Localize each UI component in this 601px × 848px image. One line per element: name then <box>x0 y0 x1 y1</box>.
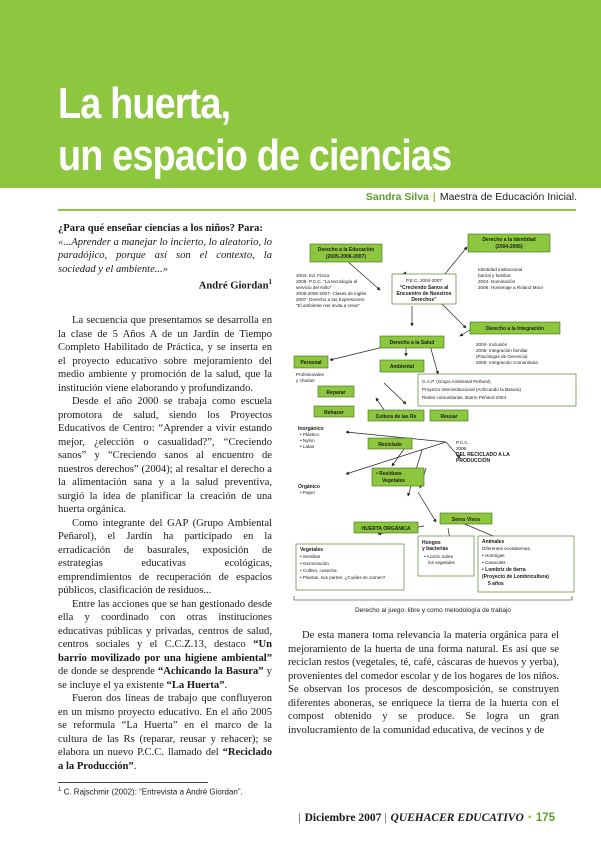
integ-list-2: 2005- Integración familiar <box>476 348 528 353</box>
box-reciclado-label: Reciclado <box>378 442 402 448</box>
p5-text: Fueron dos líneas de trabajo que confluyeron en un mismo proyecto educativo. En el año 2005 se reformula “La Huerta” en el marco de la cultura de las Rs (reparar, reusar y rehacer); se elabora un nuevo P.C.C. llamado del <box>58 693 272 759</box>
box-salud: Derecho a la Salud <box>389 340 435 346</box>
anim-1: Animales <box>482 539 505 545</box>
personal-list-1: Profesionales <box>296 372 324 377</box>
p5-text-2: . <box>133 760 137 772</box>
integ-list-3: (Psicólogas de Gerencia) <box>476 354 528 359</box>
box-residuos-l2: Vegetales <box>382 478 406 484</box>
footer-date: Diciembre 2007 <box>304 812 382 824</box>
article-body <box>58 314 272 773</box>
inorg-2: • Plástico <box>300 432 319 437</box>
p5-bold-reciclado: “Reciclado a la Producción” <box>58 747 272 772</box>
box-gap-l1: G.A.P. (Grupo Ambiental Peñarol) <box>422 379 491 384</box>
box-gap-l3: Redes comunitarias. Barrio Peñarol 2004 <box>422 395 507 400</box>
ident-list-3: 2004- Nominación <box>478 279 516 284</box>
org-1: Orgánico <box>298 484 320 490</box>
edu-list-3: servicio del Niño” <box>296 285 332 290</box>
box-hongos-l2: y bacterias <box>422 546 449 552</box>
box-seres-label: Seres Vivos <box>451 517 481 523</box>
personal-list-2: y charlas <box>296 378 315 383</box>
anim-7: 5 años <box>488 581 504 587</box>
paragraph-2: Desde el año 2000 se trabaja como escuela promotora de salud, siendo los Proyectos Educativos de Centro: “Aprender a vivir estando mejor, ¿elección o casualidad?”, “Creciendo sanos” y “Creciendo sanos al encuentro de nuestros derechos” (2004); al resaltar el derecho a la alimentación sana y a la salud preventiva, surgió la idea de planificar la creación de una huerta orgánica. <box>58 396 272 516</box>
box-integracion: Derecho a la Integración <box>485 326 545 332</box>
title-line-1: La huerta, <box>58 79 231 128</box>
anim-4: • Caracoles <box>482 560 506 565</box>
footer-bar-2: | <box>384 812 387 824</box>
box-pec-l4: Derechos” <box>411 297 437 303</box>
box-gap-l2: Proyecto Interinstitucional (Achicando la Basura) <box>422 387 522 392</box>
box-educacion-l1: Derecho a la Educación <box>317 247 375 253</box>
page-footer <box>298 812 555 824</box>
anim-3: • Hormigas <box>482 553 505 558</box>
footnote-mark: 1 <box>58 787 62 793</box>
p4-bold-huerta: “La Huerta” <box>166 679 225 691</box>
veg-5: • Plantas, sus partes. ¿Cuáles se comen? <box>300 575 386 580</box>
box-pec-l2: “Creciendo Sanos al <box>399 285 449 291</box>
box-huerta-label: HUERTA ORGÁNICA <box>361 526 411 532</box>
p4-text: Entre las acciones que se han gestionado desde ella y coordinado con otras instituciones educativas públicas y privadas, centros de salud, centros sociales y el C.C.Z.13, destaco <box>58 598 272 651</box>
box-educacion-l2: (2005-2006-2007) <box>325 254 367 260</box>
veg-1: Vegetales <box>300 547 324 553</box>
box-identidad-l1: Derecho a la Identidad <box>482 237 536 243</box>
title-line-2: un espacio de ciencias <box>58 131 452 180</box>
box-reparar-label: Reparar <box>326 390 346 396</box>
edu-list-2: 2005- P.C.C. “La tecnología al <box>296 279 358 284</box>
paragraph-4 <box>58 598 272 693</box>
intro-question: ¿Para qué enseñar ciencias a los niños? Para: <box>58 223 263 234</box>
integ-list-1: 2004- Inclusión <box>476 342 508 347</box>
left-column <box>58 222 272 773</box>
quote-author-name: André Giordan <box>198 280 269 292</box>
footer-magazine: QUEHACER EDUCATIVO <box>390 812 524 824</box>
pcc-1: P.C.C. <box>456 440 469 445</box>
inorg-1: Inorgánico <box>298 426 324 432</box>
pcc-4: PRODUCCIÓN <box>456 458 491 464</box>
footer-dot: • <box>527 812 532 824</box>
intro-quote: «...Aprender a manejar lo incierto, lo aleatorio, lo paradójico, porque así son el contexto, la sociedad y el ambiente...» <box>58 236 272 275</box>
paragraph-5 <box>58 692 272 773</box>
quote-note-mark: 1 <box>268 278 272 286</box>
ident-list-1: Identidad institucional <box>478 267 523 272</box>
ident-list-4: 2006: Homenaje a Roland Moor <box>478 285 544 290</box>
footer-bar: | <box>298 812 301 824</box>
p4-text-4: . <box>224 679 228 691</box>
author-name: Sandra Silva <box>365 191 429 203</box>
right-column <box>288 629 559 737</box>
box-ambiental-label: Ambiental <box>389 364 415 370</box>
anim-6: (Proyecto de Lombricultura) <box>482 574 549 580</box>
footer-page-number: 175 <box>535 812 555 824</box>
org-2: • Papel <box>300 490 315 495</box>
veg-3: • Germinación <box>300 561 329 566</box>
header-rule <box>58 209 576 211</box>
paragraph-6: De esta manera toma relevancia la materia orgánica para el mejoramiento de la huerta de una forma natural. Es así que se reciclan restos (vegetales, té, café, cáscaras de huevos y yerba), provenientes del comedor escolar y de los hogares de los niños. Se observan los procesos de descomposición, se construyen diferentes aboneras, se enriquece la tierra de la huerta con el compost obtenido y se produce. Se logra un gran involucramiento de la comunidad educativa, de vecinos y de <box>288 630 559 736</box>
author-role: Maestra de Educación Inicial. <box>439 191 577 203</box>
footnote-rule <box>58 782 208 783</box>
ident-list-2: barrial y familiar. <box>478 273 512 278</box>
p4-bold-basura: “Achicando la Basura” <box>157 666 264 678</box>
veg-2: • Semillas <box>300 554 321 559</box>
author-separator: | <box>432 191 436 203</box>
box-pec-l3: Encuentro de Nuestros <box>396 291 452 297</box>
edu-list-1: 2004- Ed. Física <box>296 273 330 278</box>
edu-list-6: “El ambiente nos invita a crear” <box>296 303 360 308</box>
pcc-2: 2006 <box>456 446 467 451</box>
footnote-text: C. Rajschmir (2002): “Entrevista a André Giordan”. <box>61 787 243 797</box>
footnote <box>58 787 243 797</box>
hongos-list-1: • Acción sobre <box>424 554 454 559</box>
p4-text-2: de donde se desprende <box>58 666 158 678</box>
title-banner <box>0 0 601 188</box>
inorg-4: • Latas <box>300 444 315 449</box>
author-line <box>366 191 577 203</box>
pcc-3: DEL RECICLADO A LA <box>456 452 510 458</box>
diagram-caption: Derecho al juego: libre y como metodología de trabajo <box>354 607 512 614</box>
anim-5: • Lombriz de tierra <box>482 567 526 573</box>
box-personal-label: Personal <box>300 360 322 366</box>
box-reusar-label: Reusar <box>440 414 458 420</box>
box-identidad-l2: (2004-2006) <box>495 244 523 250</box>
veg-4: • Cultivo, cosecha <box>300 568 337 573</box>
paragraph-3: Como integrante del GAP (Grupo Ambiental Peñarol), el Jardín ha participado en la erradicación de basurales, exposición de estrategias educativas ecológicas, emprendimientos de recuperación de espacios públicos, clasificación de residuos... <box>58 517 272 597</box>
project-diagram <box>288 226 578 606</box>
p4-text-3: y se incluye el ya existente <box>58 666 272 691</box>
box-rehacer-label: Rehacer <box>324 410 344 416</box>
p4-bold-barrio: “Un barrio movilizado por una higiene ambiental” <box>58 639 272 664</box>
box-pec-l1: P.E.C. 2004-2007 <box>406 278 442 283</box>
integ-list-4: 2006- Integración Comunitaria <box>476 360 538 365</box>
anim-2: Diferentes ecosistemas. <box>482 546 532 551</box>
inorg-3: • Nylon <box>300 438 315 443</box>
hongos-list-2: los vegetales <box>428 560 455 565</box>
box-hongos-l1: Hongos <box>422 540 441 546</box>
box-cultura-label: Cultura de las Rs <box>375 414 417 420</box>
quote-author <box>58 276 272 293</box>
edu-list-4: 2005-2006-2007- Clases de inglés <box>296 291 367 296</box>
paragraph-1: La secuencia que presentamos se desarrolla en la clase de 5 Años A de un Jardín de Tiempo Completo Habilitado de Práctica, y se inserta en el proyecto educativo sobre mejoramiento del medio ambiente y promoción de la salud, que la institución viene elaborando y profundizando. <box>58 315 272 394</box>
box-residuos-l1: • Residuos <box>376 471 402 477</box>
edu-list-5: 2007- Derecho a las Expresiones: <box>296 297 366 302</box>
